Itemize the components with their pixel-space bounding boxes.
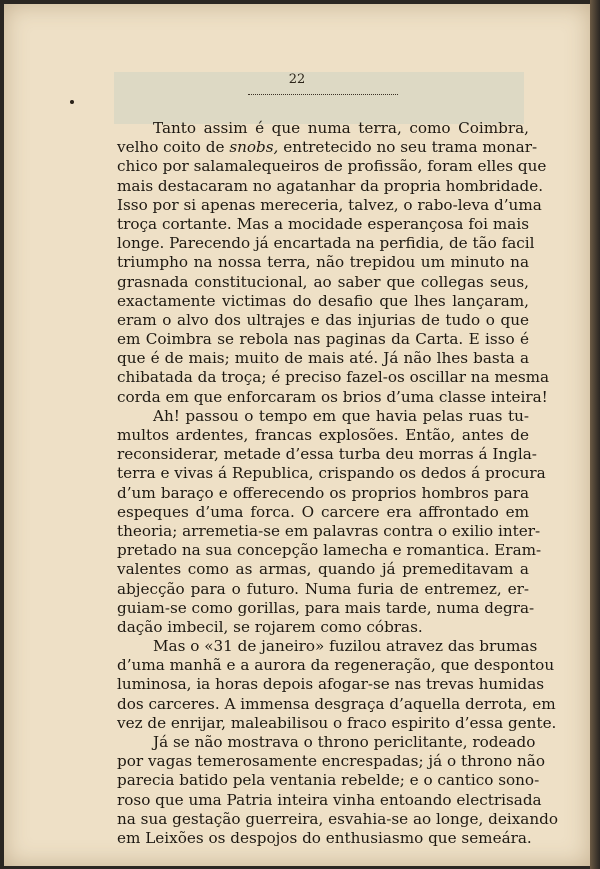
text-line: em Coimbra se rebola nas paginas da Carta. E isso é	[117, 330, 529, 349]
text-segment: entretecido no seu trama monar-	[278, 138, 538, 157]
text-line: dação imbecil, se rojarem como cóbras.	[117, 617, 423, 636]
text-line: Já se não mostrava o throno periclitante, rodeado	[153, 733, 536, 751]
text-line: d’uma manhã e a aurora da regeneração, que despontou	[117, 656, 555, 675]
text-line: corda em que enforcaram os brios d’uma classe inteira!	[117, 387, 548, 406]
body-text	[117, 119, 559, 848]
text-line: longe. Parecendo já encartada na perfidia, de tão facil	[117, 234, 535, 253]
page-number: 22	[288, 72, 306, 87]
text-line: Isso por si apenas mereceria, talvez, o rabo-leva d’uma	[117, 195, 542, 214]
text-line: chibatada da troça; é preciso fazel-os oscillar na mesma	[117, 368, 550, 387]
text-line: grasnada constitucional, ao saber que collegas seus,	[117, 272, 529, 291]
text-line: reconsiderar, metade d’essa turba deu morras á Ingla-	[117, 445, 537, 464]
italic-word: snobs,	[229, 138, 279, 157]
text-line: luminosa, ia horas depois afogar-se nas trevas humidas	[117, 675, 545, 694]
text-line	[117, 138, 538, 157]
text-line: triumpho na nossa terra, não trepidou um minuto na	[117, 253, 529, 272]
text-line: vez de enrijar, maleabilisou o fraco espirito d’essa gente.	[117, 713, 557, 732]
text-line: espeques d’uma forca. O carcere era affrontado em	[117, 502, 529, 521]
text-line: terra e vivas á Republica, crispando os dedos á procura	[117, 464, 546, 483]
text-line: que é de mais; muito de mais até. Já não lhes basta a	[117, 349, 529, 368]
text-line: roso que uma Patria inteira vinha entoando electrisada	[117, 790, 542, 809]
text-line: d’um baraço e offerecendo os proprios hombros para	[117, 483, 529, 502]
text-line: chico por salamalequeiros de profissão, foram elles que	[117, 157, 547, 176]
text-line: Tanto assim é que numa terra, como Coimbra,	[153, 119, 529, 137]
text-line: multos ardentes, francas explosões. Então, antes de	[117, 426, 529, 444]
page-edge-shadow	[590, 0, 600, 869]
text-line: na sua gestação guerreira, esvahia-se ao longe, deixando	[117, 809, 559, 828]
book-page	[4, 4, 590, 866]
header-rule	[248, 94, 398, 95]
text-line: troça cortante. Mas a mocidade esperançosa foi mais	[117, 214, 529, 233]
margin-mark	[70, 100, 74, 104]
text-line: em Leixões os despojos do enthusiasmo que semeára.	[117, 828, 532, 847]
text-line: pretado na sua concepção lamecha e romantica. Eram-	[117, 541, 542, 560]
text-line: dos carceres. A immensa desgraça d’aquella derrota, em	[117, 694, 556, 713]
text-line: Ah! passou o tempo em que havia pelas ruas tu-	[153, 406, 529, 425]
text-line: valentes como as armas, quando já premeditavam a	[117, 560, 529, 579]
text-segment: velho coito de	[117, 138, 230, 157]
text-line: Mas o «31 de janeiro» fuzilou atravez das brumas	[153, 637, 538, 656]
text-line: eram o alvo dos ultrajes e das injurias de tudo o que	[117, 310, 529, 329]
text-line: mais destacaram no agatanhar da propria hombridade.	[117, 176, 544, 195]
text-line: guiam-se como gorillas, para mais tarde, numa degra-	[117, 598, 535, 617]
text-line: abjecção para o futuro. Numa furia de entremez, er-	[117, 579, 529, 598]
text-line: por vagas temerosamente encrespadas; já o throno não	[117, 752, 546, 771]
text-line: exactamente victimas do desafio que lhes lançaram,	[117, 291, 529, 310]
text-line: parecia batido pela ventania rebelde; e o cantico sono-	[117, 771, 540, 790]
text-line: theoria; arremetia-se em palavras contra o exilio inter-	[117, 521, 541, 540]
